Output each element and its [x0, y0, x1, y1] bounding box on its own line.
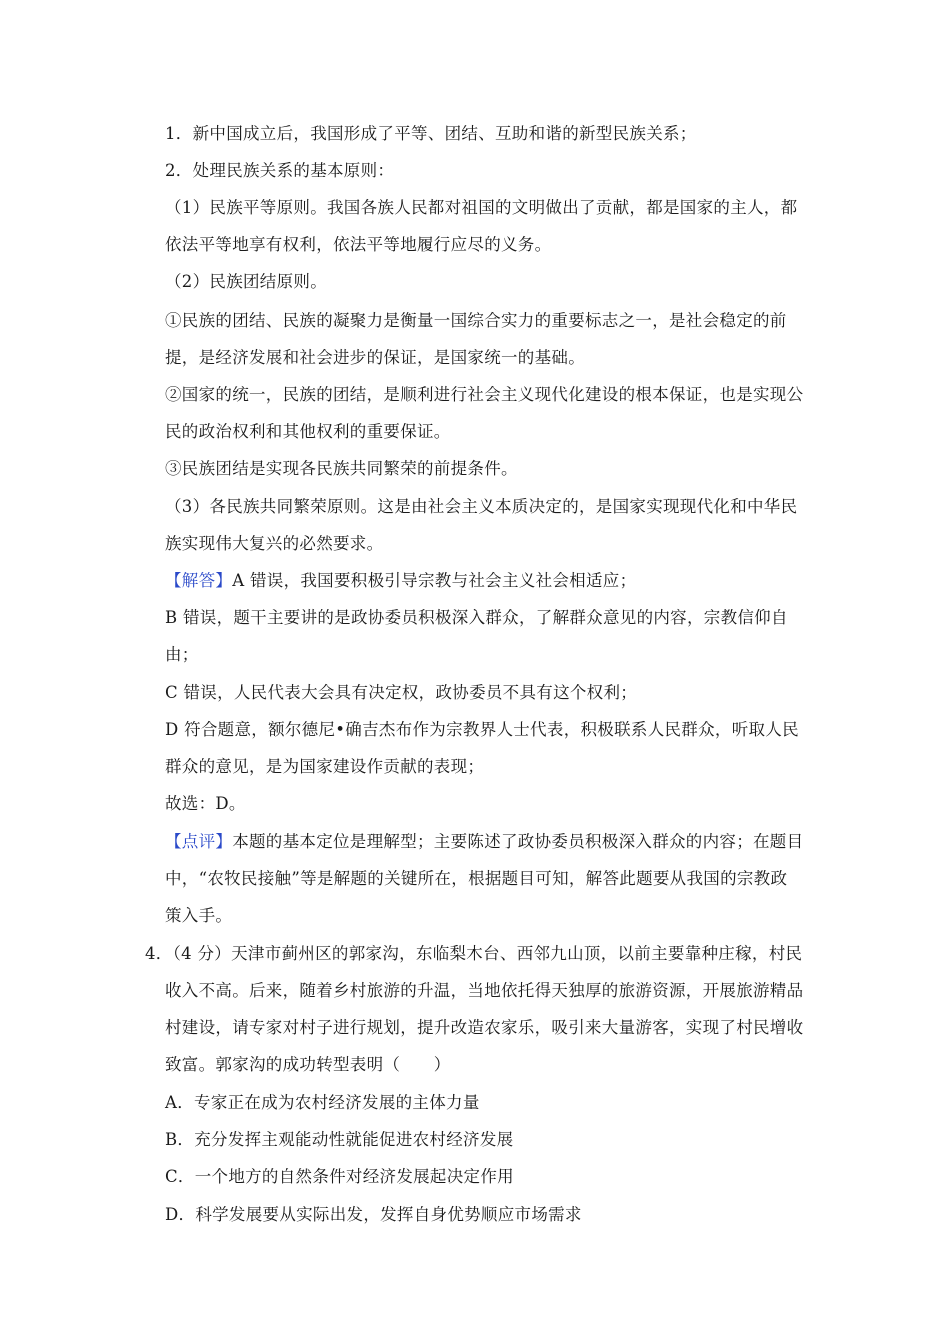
text-line: D 符合题意，额尔德尼•确吉杰布作为宗教界人士代表，积极联系人民群众，听取人民: [165, 720, 799, 739]
answer-tag: 【解答】: [165, 571, 233, 590]
text-line: ①民族的团结、民族的凝聚力是衡量一国综合实力的重要标志之一，是社会稳定的前: [165, 311, 787, 330]
option-a: A．专家正在成为农村经济发展的主体力量: [165, 1093, 480, 1112]
text-line: （1）民族平等原则。我国各族人民都对祖国的文明做出了贡献，都是国家的主人，都: [165, 198, 798, 217]
option-d: D．科学发展要从实际出发，发挥自身优势顺应市场需求: [165, 1205, 582, 1224]
text-line: 故选：D。: [165, 794, 246, 813]
question-stem-line: 4．（4 分）天津市蓟州区的郭家沟，东临梨木台、西邻九山顶，以前主要靠种庄稼，村民: [145, 944, 803, 963]
text-line: ③民族团结是实现各民族共同繁荣的前提条件。: [165, 459, 518, 478]
question-stem-line: 致富。郭家沟的成功转型表明（ ）: [165, 1055, 451, 1074]
question-stem-line: 收入不高。后来，随着乡村旅游的升温，当地依托得天独厚的旅游资源，开展旅游精品: [165, 981, 804, 1000]
text-line: 民的政治权利和其他权利的重要保证。: [165, 422, 451, 441]
text-line: 族实现伟大复兴的必然要求。: [165, 534, 384, 553]
comment-text: 本题的基本定位是理解型；主要陈述了政协委员积极深入群众的内容；在题目: [232, 832, 804, 851]
text-line: 依法平等地享有权利，依法平等地履行应尽的义务。: [165, 235, 552, 254]
answer-text: A 错误，我国要积极引导宗教与社会主义社会相适应；: [232, 571, 637, 590]
text-line: 群众的意见，是为国家建设作贡献的表现；: [165, 757, 485, 776]
text-line: 策入手。: [165, 906, 233, 925]
text-line: 由；: [165, 645, 199, 664]
text-line: ②国家的统一，民族的团结，是顺利进行社会主义现代化建设的根本保证，也是实现公: [165, 385, 804, 404]
text-line: 中，“农牧民接触”等是解题的关键所在，根据题目可知，解答此题要从我国的宗教政: [165, 869, 788, 888]
option-c: C．一个地方的自然条件对经济发展起决定作用: [165, 1167, 514, 1186]
text-line: （3）各民族共同繁荣原则。这是由社会主义本质决定的，是国家实现现代化和中华民: [165, 497, 798, 516]
text-line: B 错误，题干主要讲的是政协委员积极深入群众，了解群众意见的内容，宗教信仰自: [165, 608, 788, 627]
text-line: 提，是经济发展和社会进步的保证，是国家统一的基础。: [165, 348, 585, 367]
text-line: C 错误，人民代表大会具有决定权，政协委员不具有这个权利；: [165, 683, 638, 702]
comment-tag: 【点评】: [165, 832, 233, 851]
answer-first-line: [165, 570, 636, 592]
text-line: 1．新中国成立后，我国形成了平等、团结、互助和谐的新型民族关系；: [165, 124, 697, 143]
comment-first-line: [165, 831, 803, 853]
text-line: 2．处理民族关系的基本原则：: [165, 161, 395, 180]
option-b: B．充分发挥主观能动性就能促进农村经济发展: [165, 1130, 514, 1149]
text-line: （2）民族团结原则。: [165, 272, 327, 291]
question-stem-line: 村建设，请专家对村子进行规划，提升改造农家乐，吸引来大量游客，实现了村民增收: [165, 1018, 804, 1037]
